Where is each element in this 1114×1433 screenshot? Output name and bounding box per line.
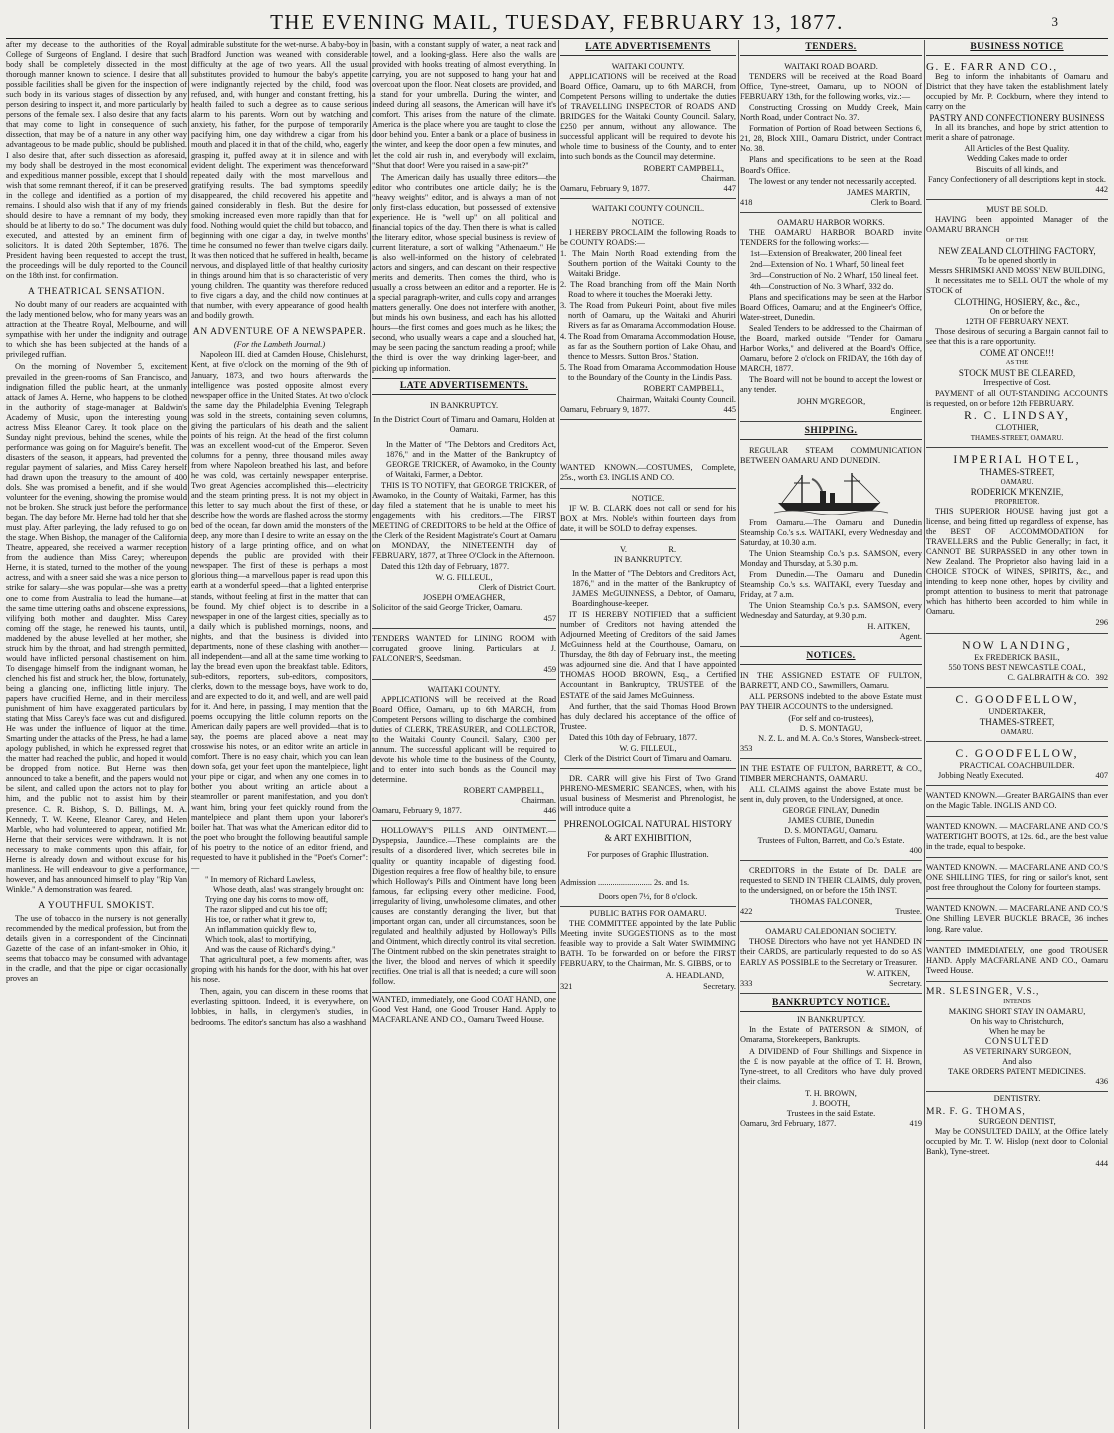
list-item: 2. The Road branching from off the Main North Road to where it touches the Moeraki Jetty. <box>560 279 736 300</box>
ad-footer <box>926 771 1108 781</box>
ad-role: Trustee. <box>895 907 922 917</box>
ad-title: OAMARU HARBOR WORKS. <box>777 217 885 227</box>
article-heading: A THEATRICAL SENSATION. <box>27 287 166 298</box>
advertisement <box>926 202 1108 448</box>
ad-text: Wedding Cakes made to order <box>966 154 1068 164</box>
advertisement <box>560 542 736 769</box>
ad-number: 444 <box>1095 1159 1108 1169</box>
ad-body: APPLICATIONS will be received at the Road Board Office, Oamaru, up to 6th MARCH, from Competent Persons willing to discharge the combined duties of CLERK, TREASURER, and COLLECTOR, to the Waitaki County Council. Salary, £300 per annum. The successful applicant will be required to devote his whole time to the business of the County, and to enter into such bonds as the Council may determine. <box>372 694 556 785</box>
ad-text: From Dunedin.—The Oamaru and Dunedin Steamship Co.'s s.s. WAITAKI, every Tuesday and Friday, at 7 a.m. <box>740 569 922 600</box>
poem-line: And was the cause of Richard's dying." <box>205 945 336 955</box>
ad-headline: C. GOODFELLOW, <box>955 747 1079 760</box>
ad-text: OAMARU. <box>1000 727 1034 736</box>
ad-signature: T. H. BROWN, <box>805 1089 857 1099</box>
article-continuation: admirable substitute for the wet-nurse. A baby-boy in Bradford Junction was weaned with considerable difficulty at the age of two years. All the usual substitutes provided to humour the baby's appetite were indignantly rejected by the child, food was refused, and, with hunger and constant fretting, his health failed to such a degree as to cause serious alarm to his parents. Worn out by watching and anxiety, his father, for the purpose of temporarily pacifying him, one day withdrew a cigar from his mouth and placed it in that of the child, who, eagerly grasping it, puffed away at it in silence and with evident delight. The experiment was thenceforward repeated daily with the most marvellous and gratifying results. The bad symptoms speedily disappeared, the child recovered his appetite and gained considerably in flesh. But the desire for smoking increased even more rapidly than that for food. Nothing would quiet the child but tobacco, and beginning with one cigar a day, in twelve months' time he consumed no fewer than twelve cigars daily. It was then noticed that he suffered in health, became nervous, and displayed little of that healthy curiosity in things around him that is so characteristic of very young children. The quantity was therefore reduced to five cigars a day, and the child now continues at that number, with every appearance of good health and bodily growth. <box>191 40 368 321</box>
ad-text: On his way to Christchurch, <box>970 1016 1064 1026</box>
advertisement <box>740 215 922 422</box>
ad-role: Trustees of Fulton, Barrett, and Co.'s Estate. <box>757 836 905 846</box>
ad-body: WANTED KNOWN. — MACFARLANE AND CO.'S ONE SHILLING TIES, for ring or sailor's knot, sent post free throughout the Colony for fourteen stamps. <box>926 863 1108 893</box>
advertisement <box>926 744 1108 786</box>
advertisement <box>372 823 556 993</box>
ad-text: In the Matter of "The Debtors and Creditors Act, 1876," and in the Matter of the Bankruptcy of GEORGE TRICKER, of Awamoko, in the County of Waitaki, Farmer, a Debtor. <box>386 439 556 479</box>
ad-number: 447 <box>723 183 736 193</box>
ad-number: 445 <box>723 404 736 414</box>
ad-role: Trustees in the said Estate. <box>786 1109 876 1119</box>
section-header: NOTICES. <box>740 649 922 665</box>
ad-title: IN BANKRUPTCY. <box>429 400 499 410</box>
page-number: 3 <box>1051 14 1058 29</box>
poem-line: Which took, alas! to mortifying, <box>205 935 312 945</box>
ad-body: THIS SUPERIOR HOUSE having just got a license, and being fitted up regardless of expense, has the BEST OF ACCOMMODATION for TRAVELLERS and the Public Generally; in fact, it CANNOT BE SURPASSED in any other town in New Zealand. The Proprietor also having laid in a CHOICE STOCK of WINES, SPIRITS, &c., and intending to keep none other, hopes by civility and prompt attention to business to merit that patronage which has hitherto been accorded to him while in Oamaru. <box>926 506 1108 617</box>
article-paragraph: The use of tobacco in the nursery is not generally recommended by the medical profession, but from the details given in a correspondent of the Cincinnati Gazette of the case of an infant-smoker in Ohio, it seems that tobacco may be consumed with advantage in the cradle, and that the pipe or cigar occasionally proves an <box>6 913 187 984</box>
list-item: 1st—Extension of Breakwater, 200 lineal feet <box>750 248 902 258</box>
ad-text: Biscuits of all kinds, and <box>975 164 1059 174</box>
article-paragraph: Napoleon III. died at Camden House, Chislehurst, Kent, at five o'clock on the morning of the 9th of January, 1873, and two hours afterwards the intelligence was posted opposite almost every newspaper office in the United States. At two o'clock the same day the Philadelphia Evening Telegraph was sold in the streets, containing seven columns, giving the particulars of his death and the salient points of his reign. At the head of the first column was an excellent wood-cut of the Emperor. Seven columns for a penny, three thousand miles away from where Napoleon breathed his last, and before he was cold, was certainly newspaper enterprise. Two great Agencies accomplished this—electricity and the steam printing press. It is not my object in this letter to say much about the first of these, or describe how the words are flashed across the stormy bed of the ocean, far down amid the monsters of the deep, any more than I desire to write an essay on the history of a large printing office, and on what depends the public are provided with their newspaper. The first of these is perhaps a most glorious thing—a marvellous paper is read upon this earth at a wonderful speed—that a lighted enterprise stands, without feeling at first in the matter that can be found. My chief object is to describe in a newspaper in one of the largest cities, specially as to a daily which is published mornings, noons, and nights, and that the business is divided into departments, none of these clashing with another—all independent—and all at the same time working to lay the bread even upon the breakfast table. Editors, sub-editors, reporters, sub-editors, compositors, clerks, down to the message boys, have work to do, and are expected to do it, and well, and are well paid for it. And here, in passing, I may mention that the poems occupying the little column reports on the American daily papers are well provided—that is to say, the poems are placed above a neat may crosswise his notes, or an editor write an article in comfort. There is no easy chair, which you can lean down sofa, get your feet upon the mantelpiece, light your pipe or cigar, and when any one comes in to bother you about writing an article about a steamroller or parent manifestation, and you don't want him, bring your feet quickly round from the mantelpiece and plant them upon your laborer's boiler hat. That was what the American editor did to the poet who brought the following beautiful sample of his poetry to the notice of an editor friend, and requested to have it published in the "Poet's Corner":— <box>191 350 368 872</box>
ad-text: In the Estate of PATERSON & SIMON, of Omarama, Storekeepers, Bankrupts. <box>740 1024 922 1044</box>
ad-body: CREDITORS in the Estate of Dr. DALE are requested to SEND IN THEIR CLAIMS, duly proven, to the undersigned, on or before the 15th INST. <box>740 866 922 896</box>
advertisement <box>740 59 922 213</box>
ad-text: OF THE <box>1005 236 1029 244</box>
list-item: 3. The Road from Pukeuri Point, about five miles north of Oamaru, up the Waitaki and Ahuriri Rivers as far as Omarama Accommodation House. <box>560 301 736 331</box>
ad-address: THAMES-STREET, <box>979 466 1055 477</box>
ad-text: Jobbing Neatly Executed. <box>938 771 1024 780</box>
section-header: BUSINESS NOTICE <box>926 40 1108 56</box>
ad-date: Oamaru, February 9, 1877. <box>560 404 650 414</box>
ad-body: ALL CLAIMS against the above Estate must be sent in, duly proven, to the Undersigned, at once. <box>740 784 922 804</box>
ad-body: ALL PERSONS indebted to the above Estate must PAY THEIR ACCOUNTS to the undersigned. <box>740 692 922 712</box>
ad-signature: W. G. FILLEUL, <box>619 743 677 753</box>
ad-number: 400 <box>909 846 922 856</box>
ad-body: WANTED KNOWN.—Greater BARGAINS than ever on the Magic Table. INGLIS AND CO. <box>926 791 1108 811</box>
ad-headline: G. E. FARR AND CO., <box>926 61 1058 74</box>
advertisement <box>560 491 736 540</box>
ad-body: DR. CARR will give his First of Two Grand PHRENO-MESMERIC SEANCES, when, with his usual business of Mesmerist and Phrenologist, he will introduce quite a <box>560 773 736 813</box>
ad-number: 419 <box>909 1119 922 1129</box>
ad-number: 407 <box>1095 771 1108 780</box>
advertisement <box>372 398 556 629</box>
ad-role: Clerk of the District Court of Timaru and Oamaru. <box>564 753 732 763</box>
advertisement <box>560 771 736 907</box>
advertisement <box>740 668 922 758</box>
advertisement <box>560 59 736 199</box>
ad-role: Secretary. <box>703 981 736 991</box>
ad-text: 12TH OF FEBRUARY NEXT. <box>965 317 1069 327</box>
ad-text: And also <box>1002 1057 1032 1067</box>
article-heading: AN ADVENTURE OF A NEWSPAPER. <box>192 327 367 338</box>
advertisement <box>740 924 922 993</box>
ad-text: MAKING SHORT STAY IN OAMARU, <box>948 1006 1086 1016</box>
ad-date-line <box>560 405 736 415</box>
ad-title: IN BANKRUPTCY. <box>613 554 683 564</box>
ad-title: WAITAKI COUNTY. <box>427 684 501 694</box>
ad-role: Chairman. <box>521 796 556 806</box>
ad-signature: W. AITKEN, <box>866 968 910 978</box>
section-header: TENDERS. <box>740 40 922 56</box>
ad-headline: STOCK MUST BE CLEARED, <box>958 368 1076 379</box>
ad-signature: JOSEPH O'MEAGHER, <box>422 593 506 603</box>
ad-footer <box>926 673 1108 683</box>
ad-headline: COME AT ONCE!!! <box>979 348 1055 359</box>
ad-signature: J. BOOTH, <box>811 1099 851 1109</box>
ad-subtitle: NOTICE. <box>631 217 665 227</box>
ad-body: WANTED IMMEDIATELY, one good TROUSER HAND. Apply MACFARLANE AND CO., Oamaru Tweed House. <box>926 945 1108 975</box>
ad-body: WANTED KNOWN. — MACFARLANE AND CO.'S WATERTIGHT BOOTS, at 12s. 6d., are the best value in the trade, equal to bespoke. <box>926 822 1108 852</box>
ad-body: And further, that the said Thomas Hood Brown has duly declared his acceptance of the office of Trustee. <box>560 701 736 731</box>
ad-role: Chairman. <box>701 173 736 183</box>
section-header: LATE ADVERTISEMENTS. <box>372 378 556 395</box>
ad-text: All Articles of the Best Quality. <box>964 144 1070 154</box>
ad-text: Those desirous of securing a Bargain cannot fail to see that this is a rare opportunity. <box>926 327 1108 347</box>
advertisement <box>372 631 556 680</box>
column-2 <box>191 40 368 1429</box>
newspaper-title: THE EVENING MAIL, TUESDAY, FEBRUARY 13, 1877. <box>270 10 844 34</box>
ad-body: Beg to inform the inhabitants of Oamaru and District that they have taken the establishment lately occupied by Mr. P. Cockburn, where they intend to carry on the <box>926 72 1108 112</box>
advertisement <box>926 59 1108 200</box>
ad-body: THE COMMITTEE appointed by the late Public Meeting invite SUGGESTIONS as to the most feasible way to provide a Salt Water SWIMMING BATH. To be forwarded on or before the FIRST FEBRUARY, to the Chairman, Mr. S. GIBBS, or to <box>560 919 736 969</box>
ad-signature: ROBERT CAMPBELL, <box>463 786 544 796</box>
list-item: 4th—Construction of No. 3 Wharf, 332 do. <box>750 281 894 291</box>
ad-text: (For self and co-trustees), <box>788 713 874 723</box>
ad-number: 457 <box>543 613 556 623</box>
column-4 <box>560 40 736 1429</box>
ad-body: May be CONSULTED DAILY, at the Office lately occupied by Mr. T. W. Hislop (next door to Colonial Bank), Tyne-street. <box>926 1127 1108 1157</box>
section-header: SHIPPING. <box>740 424 922 440</box>
ad-title: IN THE ESTATE OF FULTON, BARRETT, & CO., TIMBER MERCHANTS, OAMARU. <box>740 763 922 783</box>
ad-text: AS THE <box>1005 359 1029 367</box>
ad-date: Dated this 10th day of February, 1877. <box>569 732 698 742</box>
ad-body: TENDERS will be received at the Road Board Office, Tyne-street, Oamaru, up to NOON of FEBRUARY 13th, for the following works, viz.:— <box>740 72 922 102</box>
ad-text: The Board will not be bound to accept the lowest or any tender. <box>740 375 922 395</box>
section-header: BANKRUPTCY NOTICE. <box>740 996 922 1012</box>
ad-title: WAITAKI COUNTY COUNCIL. <box>591 203 705 213</box>
poem-line: An inflammation quickly flew to, <box>205 925 317 935</box>
advertisement <box>372 682 556 822</box>
ad-text: To be opened shortly in <box>977 255 1057 265</box>
ad-signature: W. G. FILLEUL, <box>435 573 493 583</box>
ad-number: 442 <box>1095 184 1108 194</box>
ad-number: 446 <box>543 806 556 816</box>
ad-body: IT IS HEREBY NOTIFIED that a sufficient number of Creditors not having attended the Adjourned Meeting of Creditors of the said James McGuinness held at the Courthouse, Oamaru, on Thursday, the 8th day of February inst., the meeting was adjourned sine die. And that I have appointed THOMAS HOOD BROWN, Esq., a Certified Accountant in Bankruptcy, TRUSTEE of the ESTATE of the said James McGuinness. <box>560 610 736 700</box>
ad-date: Oamaru, 3rd February, 1877. <box>740 1119 837 1129</box>
ad-text: Sealed Tenders to be addressed to the Chairman of the Board, marked outside "Tender for Oamaru Harbor Works," and delivered at the Board's Office, Oamaru, before 2 o'clock on FRIDAY, the 16th day of MARCH, 1877. <box>740 324 922 374</box>
list-item: 4. The Road from Omarama Accommodation House, as far as the Southern portion of Lake Ohau, and thence to Messrs. Sutton Bros.' Station. <box>560 332 736 362</box>
poem-line: The razor slipped and cut his toe off; <box>205 904 328 914</box>
article-paragraph: No doubt many of our readers are acquainted with the lady mentioned below, who for many years was an attraction at the Theatre Royal, Melbourne, and will sympathise with her under the indignity and outrage to which she has been subjected at the hands of a privileged ruffian. <box>6 300 187 360</box>
ad-title: REGULAR STEAM COMMUNICATION BETWEEN OAMARU AND DUNEDIN. <box>740 445 922 465</box>
ad-signature: D. S. MONTAGU, <box>799 723 863 733</box>
ad-text: Plans and specifications to be seen at the Road Board's Office. <box>740 155 922 175</box>
ad-number: 436 <box>1095 1077 1108 1087</box>
ad-signature: ROBERT CAMPBELL, <box>643 384 724 394</box>
column-divider <box>738 40 739 1429</box>
column-divider <box>558 40 559 1429</box>
ad-headline: C. GOODFELLOW, <box>955 693 1079 706</box>
ad-role: Chairman, Waitaki County Council. <box>616 394 736 404</box>
advertisement <box>926 819 1108 858</box>
ad-body: WANTED KNOWN.—COSTUMES, Complete, 25s., worth £3. INGLIS AND CO. <box>560 462 736 482</box>
ad-address: THAMES-STREET, OAMARU. <box>970 433 1064 442</box>
ad-text: In the Matter of "The Debtors and Creditors Act, 1876," and in the matter of the Bankruptcy of JAMES McGUINNESS, a Debtor, of Oamaru, Boardinghouse-keeper. <box>572 568 736 609</box>
poem-line: " In memory of Richard Lawless, <box>205 874 316 884</box>
list-item: 3rd—Construction of No. 2 Wharf, 150 lineal feet. <box>750 270 919 280</box>
ad-text: Constructing Crossing on Muddy Creek, Main North Road, under Contract No. 37. <box>740 103 922 123</box>
advertisement <box>926 860 1108 899</box>
ad-text: From Oamaru.—The Oamaru and Dunedin Steamship Co.'s s.s. WAITAKI, every Wednesday and Saturday, at 10.30 a.m. <box>740 517 922 547</box>
advertisement <box>740 443 922 648</box>
ad-headline: IMPERIAL HOTEL, <box>953 453 1081 466</box>
ad-text: The Union Steamship Co.'s p.s. SAMSON, every Wednesday and Saturday, at 9.30 p.m. <box>740 601 922 621</box>
list-item: 1. The Main North Road extending from the Southern portion of the Waitaki County to the Waitaki Bridge. <box>560 248 736 278</box>
ad-title: DENTISTRY. <box>993 1094 1041 1104</box>
ad-title: IN BANKRUPTCY. <box>796 1014 866 1024</box>
article-continuation: basin, with a constant supply of water, a neat rack and towel, and a looking-glass. Here also the walls are provided with hooks treating of almost everything. In carrying, you are not supposed to hang your hat and overcoat upon the floor. Neat closets are provided, and a stand for your umbrella. During the winter, and indeed during all seasons, the American will have it's comfort. This arises from the nature of the climate. America is the place where you are taught to close the door behind you. Enter a bank or a place of business in the winter, and keep the door open a few minutes, and let the cold air rush in, and everybody will exclaim, "Shut that door! Were you raised in a saw-pit?" <box>372 40 556 170</box>
ad-role: Clerk of District Court. <box>478 583 556 593</box>
ad-text: AS VETERINARY SURGEON, <box>962 1046 1072 1056</box>
ad-title: WAITAKI COUNTY. <box>611 62 685 72</box>
column-3 <box>372 40 556 1429</box>
ad-role: CLOTHIER, <box>995 422 1039 432</box>
trustee-name: JAMES CUBIE, Dunedin <box>788 815 874 825</box>
column-divider <box>370 40 371 1429</box>
ad-headline: MR. F. G. THOMAS, <box>926 1107 1026 1118</box>
ad-number: 333 <box>740 978 753 988</box>
list-item: 2nd—Extension of No. 1 Wharf, 50 lineal feet <box>750 259 904 269</box>
ad-footer <box>560 982 736 992</box>
advertisement <box>560 909 736 991</box>
article-paragraph: On the morning of November 5, excitement prevailed in the green-rooms of San Francisco, and indignation filled the public heart, at the unmanly attack of James A. Herne, who happens to be clothed in the authority of stage-manager at Baldwin's Academy of Music, upon the interesting young actress Miss Eleanor Carey. It took place on the Sunday night previous, behind the scenes, while the performance was going on for Maguire's benefit. The disasters of the season, it appears, had prevented the regular payment of salaries, and Miss Carey herself had drawn upon the treasury to the amount of 400 dols. She was promised a benefit, and if she would volunteer for the evening, showing the promise would not be broken. She struck just before the performance began. The day before Mr. Herne had told her that she must play. After parleying, the lady refused to go on the stage. When Bishop, the manager of the California Theatre, appeared, she received a warmer reception from the audience than Miss Carey; whereupon Herne, it is stated, turned to the mother of the young actress, and with a sneer said she was a nice person to strike for salary—she was popular—she was a pretty one to come from Australia to lead the humane—at the same time uttering oaths and obscene expressions, vilifying both mother and daughter. Miss Carey coming off the stage, he renewed his taunts, until, maddened by the abuse levelled at her mother, she struck him by the throat, and had strength permitted, would have inflicted personal chastisement on him. To disengage himself from the indignant woman, he clenched his fist and struck her, the blow, fortunately, being a glancing one, inflicting little injury. The papers have crucified Herne, and in their merciless punishment of him have exaggerated particulars by stating that Miss Carey's face was cut and disfigured. He was under the influence of liquor at the time. Smarting under the attacks of the Press, he had a lame apology published, in which he expressed regret that the matter had reached the public, and hoped it would be dropped from notice. But Herne was then announced to take a benefit, and the papers would not be silent, and called upon the actors not to play for him, and the public not to assist him by their presence. C. R. Bishop, S. D. Billings, M. A. Kennedy, T. W. Keene, Eleanor Carey, and Helen Marble, who had volunteered to appear, notified Mr. Herne that their services were withdrawn. It is not necessary to make comments upon this affair, for Herne is already down and without excuse for his manliness. He will endeavour to give a performance, however, and has announced himself to play "Rip Van Winkle." A demonstration was feared. <box>6 362 187 894</box>
ad-text: Formation of Portion of Road between Sections 6, 21, 28, Block XIII., Oamaru District, under Contract No. 38. <box>740 124 922 154</box>
ad-number: 353 <box>740 743 753 753</box>
ad-title: WAITAKI ROAD BOARD. <box>784 62 878 72</box>
ad-headline: PASTRY AND CONFECTIONERY BUSINESS <box>929 113 1105 124</box>
ad-date-line <box>560 184 736 194</box>
ad-body: IF W. B. CLARK does not call or send for his BOX at Mrs. Noble's within fourteen days from date, it will be SOLD to defray expenses. <box>560 503 736 533</box>
ad-role: Secretary. <box>889 978 922 988</box>
column-6 <box>926 40 1108 1429</box>
ad-text: Ex FREDERICK BASIL, <box>974 652 1060 662</box>
ad-headline: NOW LANDING, <box>962 639 1072 652</box>
column-5 <box>740 40 922 1429</box>
ad-text: The lowest or any tender not necessarily accepted. <box>749 176 917 186</box>
article-heading: A YOUTHFUL SMOKIST. <box>38 900 155 911</box>
advertisement <box>926 984 1108 1092</box>
ad-role: UNDERTAKER, <box>988 706 1046 716</box>
ad-footer <box>740 979 922 989</box>
ad-title: NOTICE. <box>631 493 665 503</box>
column-divider <box>188 40 189 1429</box>
ad-text: OAMARU. <box>1000 477 1034 486</box>
ad-date: Oamaru, February 9, 1877. <box>560 183 650 193</box>
ad-body: THIS IS TO NOTIFY, that GEORGE TRICKER, of Awamoko, in the County of Waitaki, Farmer, has this day filed a statement that he is unable to meet his engagements with his creditors.—The FIRST MEETING of CREDITORS to be held at the Office of the Clerk of the Resident Magistrate's Court at Oamaru on MONDAY, the NINETEENTH day of FEBRUARY, 1877, at Three O'Clock in the Afternoon. <box>372 480 556 561</box>
ad-signature: JOHN M'GREGOR, <box>796 396 866 406</box>
ad-number: 321 <box>560 981 573 991</box>
steamship-illustration <box>772 469 890 515</box>
ad-body: WANTED KNOWN. — MACFARLANE AND CO.'S One Shilling LEVER BUCKLE BRACE, 36 inches long. Rare value. <box>926 904 1108 934</box>
ad-body: HAVING been appointed Manager of the OAMARU BRANCH <box>926 214 1108 234</box>
advertisement <box>926 788 1108 817</box>
advertisement <box>740 863 922 922</box>
ad-signature: C. GALBRAITH & CO. <box>1007 672 1090 682</box>
ad-headline: NEW ZEALAND CLOTHING FACTORY, <box>938 245 1096 256</box>
poem <box>205 875 368 955</box>
advertisement <box>740 761 922 861</box>
ad-signature: R. C. LINDSAY, <box>964 409 1070 422</box>
ad-text: TAKE ORDERS PATENT MEDICINES. <box>948 1067 1086 1077</box>
ad-text: In the District Court of Timaru and Oamaru, Holden at Oamaru. <box>373 414 555 434</box>
ad-text: Fancy Confectionery of all descriptions kept in stock. <box>928 174 1106 184</box>
trustee-name: GEORGE FINLAY, Dunedin <box>782 805 880 815</box>
masthead <box>0 0 1114 40</box>
ad-text: Messrs SHRIMSKI AND MOSS' NEW BUILDING, <box>928 265 1106 275</box>
article-paragraph: The American daily has usually three editors—the editor who contributes one article daily; he is the "heavy weights" editor, and is always a man of not only first-class education, but possessed of extensive experience. He is "well up" on all political and financial topics of the day. Then there is what is called the literary editor, whose special business is review of current literature, a sort of walking "Athenaeum." He is also well-informed on the history of celebrated actors and singers, and can descant on their respective merits and demerits. Then comes the third, who is usually a cross between an editor and a reporter. He is a special paragraph-writer, and culls copy and arranges matters generally. One does not interfere with another, but minds his own business, and each has his allotted hours—the first comes and goes much as he likes; the second, who usually wears a cape and a slouched hat, may be seen pacing the sanctum reading a proof; while the third is over the way drinking lager-beer, and picking up information. <box>372 172 556 373</box>
advertisement <box>926 450 1108 634</box>
ad-signature: JAMES MARTIN, <box>847 187 910 197</box>
article-continuation: after my decease to the authorities of the Royal College of Surgeons of England. I desire that such body shall be completely dissected in the most thorough manner known to science. I desire that all possible facilities shall be given for the inspection of such body in its various stages of dissection by any person desiring to inspect it, and more particularly by persons of the female sex. I also desire that any facts that may come to light in consequence of such dissection, that may be of a nature in any other way advantageous to be made public, should be published. I also desire that, after such dissection as aforesaid, my body shall be destroyed in the most economical and expeditious manner possible, except that I should wish that some remnant thereof, if it can be preserved in the college and identified as a portion of my remains. I should also wish that if any of my friends should desire to have a remnant of my body, they should be at liberty to do so." The document was duly executed, and attested by an eminent firm of solicitors. It is dated 20th September, 1876. The President having been requested to accept the trust, the proceedings will be duly reported to the Council on the 18th inst. for confirmation. <box>6 40 187 281</box>
ad-signature: ROBERT CAMPBELL, <box>643 163 724 173</box>
ad-title: OAMARU CALEDONIAN SOCIETY. <box>765 927 897 937</box>
trustee-name: D. S. MONTAGU, Oamaru. <box>784 826 878 835</box>
poem-line: His toe, or rather what it grew to, <box>205 915 316 925</box>
ad-body: I HEREBY PROCLAIM the following Roads to be COUNTY ROADS:— <box>560 227 736 247</box>
ad-signature: H. AITKEN, <box>867 622 910 632</box>
column-divider <box>924 40 925 1429</box>
ad-date-line <box>372 806 556 816</box>
poem-line: Trying one day his corns to mow off, <box>205 894 329 904</box>
ad-body: APPLICATIONS will be received at the Road Board Office, Oamaru, up to 6th MARCH, from Competent Persons willing to undertake the duties of TRAVELLING INSPECTOR of ROADS AND BRIDGES for the Waitaki County Council. Salary, £250 per annum, without any allowance. The successful applicant will be required to devote his whole time to business of the County, and to enter into such bonds as the Council may determine. <box>560 72 736 162</box>
ad-number: 296 <box>1095 618 1108 628</box>
ad-number: 459 <box>543 664 556 674</box>
ad-role: Solicitor of the said George Tricker, Oamaru. <box>372 603 523 613</box>
article-paragraph: Then, again, you can discern in these rooms that everlasting spittoon. Indeed, it is everywhere, on lobbies, in halls, in clergymen's studies, in bedrooms. The editor's sanctum has also a washhand <box>191 987 368 1027</box>
ad-signature: RODERICK M'KENZIE, <box>970 486 1064 497</box>
advertisement <box>560 460 736 489</box>
ad-text: Irrespective of Cost. <box>983 378 1051 388</box>
ad-title: MUST BE SOLD. <box>986 204 1048 214</box>
ad-date-line <box>740 1119 922 1129</box>
ad-text: PAYMENT of all OUT-STANDING ACCOUNTS is requested, on or before 12th FEBRUARY. <box>926 388 1108 408</box>
advertisement <box>926 1094 1108 1169</box>
advertisement <box>926 636 1108 688</box>
advertisement <box>740 1015 922 1130</box>
ad-text: 550 TONS BEST NEWCASTLE COAL, <box>948 662 1086 672</box>
ad-address: THAMES-STREET, <box>979 716 1055 727</box>
ad-signature: THOMAS FALCONER, <box>789 897 873 907</box>
ad-number: 418 <box>740 197 753 207</box>
ad-headline: CLOTHING, HOSIERY, &c., &c., <box>954 297 1080 308</box>
ad-headline: CONSULTED <box>984 1036 1050 1047</box>
ad-role: PROPRIETOR. <box>994 497 1040 506</box>
ad-title: PUBLIC BATHS FOR OAMARU. <box>589 909 707 919</box>
advertisement <box>926 943 1108 982</box>
ad-date: Oamaru, February 9, 1877. <box>372 806 462 816</box>
ad-text: It necessitates me to SELL OUT the whole of my STOCK of <box>926 275 1108 296</box>
ad-body: THE OAMARU HARBOR BOARD invite TENDERS for the following works:— <box>740 227 922 247</box>
masthead-rule <box>6 38 1108 39</box>
ad-body: HOLLOWAY'S PILLS AND OINTMENT.—Dyspepsia, Jaundice.—These complaints are the results of a disordered liver, which secretes bile in quality or quantity incapable of digesting food. Digestion requires a free flow of healthy bile, to ensure which Holloway's Pills and Ointment have long been famous, far eclipsing every other medicine. Food, irregularity of living, unwholesome climates, and other causes are constantly deranging the liver, but that important organ can, under all circumstances, soon be regulated and healthily adjusted by Holloway's Pills and Ointment, which directly control its vital secretion. The Ointment rubbed on the skin penetrates straight to the liver, the blood and nerves of which it speedily rectifies. One trial is all that is needed; a cure will soon follow. <box>372 826 556 987</box>
ad-title: IN THE ASSIGNED ESTATE OF FULTON, BARRETT, AND CO., Sawmillers, Oamaru. <box>740 671 922 691</box>
ad-body: TENDERS WANTED for LINING ROOM with corrugated groove lining. Particulars at J. FALCONER'S, Seedsman. <box>372 633 556 663</box>
ad-number: 392 <box>1095 672 1108 682</box>
ad-headline: PHRENOLOGICAL NATURAL HISTORY & ART EXHIBITION, <box>563 820 733 845</box>
poem-line: Whose death, alas! was strangely brought on: <box>213 884 364 894</box>
ad-text: Doors open 7½, for 8 o'clock. <box>598 892 698 902</box>
ad-role: PRACTICAL COACHBUILDER. <box>959 760 1075 770</box>
section-header: LATE ADVERTISEMENTS <box>560 40 736 56</box>
ad-role: Engineer. <box>890 406 922 416</box>
ad-role: SURGEON DENTIST, <box>978 1117 1056 1127</box>
ad-text: Plans and specifications may be seen at the Harbor Board Offices, Oamaru; and at the Engineer's Office, Water-street, Dunedin. <box>740 293 922 323</box>
ad-text: In all its branches, and hope by strict attention to merit a share of patronage. <box>926 123 1108 143</box>
article-paragraph: That agricultural poet, a few moments after, was groping with his hands for the door, with his hat over his nose. <box>191 955 368 985</box>
ad-number: 422 <box>740 907 753 917</box>
ad-text: On or before the <box>989 307 1045 317</box>
ad-body: WANTED, immediately, one Good COAT HAND, one Good Vest Hand, one Good Trouser Hand. Apply to MACFARLANE AND CO., Oamaru Tweed House. <box>372 995 556 1025</box>
royal-cypher: V. R. <box>619 544 677 554</box>
ad-role: Agent. <box>899 632 922 642</box>
ad-body: THOSE Directors who have not yet HANDED IN their CARDS, are particularly requested to do so AS EARLY AS POSSIBLE to the Secretary or Treasurer. <box>740 937 922 967</box>
ad-footer <box>740 198 922 208</box>
ad-text: For purposes of Graphic Illustration. <box>587 850 709 860</box>
ad-body: A DIVIDEND of Four Shillings and Sixpence in the £ is now payable at the office of T. H. Brown, Tyne-street, to all Creditors who have duly proved their claims. <box>740 1046 922 1086</box>
ad-role: Clerk to Board. <box>870 197 922 207</box>
column-1 <box>6 40 187 1429</box>
advertisement <box>926 690 1108 742</box>
ad-text: When he may be <box>989 1026 1045 1036</box>
ad-footer <box>740 907 922 917</box>
ad-date: Dated this 12th day of February, 1877. <box>381 562 510 572</box>
ad-headline: MR. SLESINGER, V.S., <box>926 986 1040 997</box>
ad-text: Admission .......................... 2s. and 1s. <box>560 878 690 888</box>
advertisement <box>926 901 1108 940</box>
advertisement <box>560 201 736 420</box>
ad-signature: A. HEADLAND, <box>665 971 724 981</box>
list-item: 5. The Road from Omarama Accommodation House to the Boundary of the County in the Lindis Pass. <box>560 363 736 383</box>
ad-text: INTENDS <box>1003 997 1031 1005</box>
ad-text: The Union Steamship Co.'s p.s. SAMSON, every Monday and Thursday, at 5.30 p.m. <box>740 548 922 568</box>
article-subheading: (For the Lambeth Journal.) <box>233 340 326 350</box>
ad-role: N. Z. L. and M. A. Co.'s Stores, Wansbeck-street. <box>758 733 922 743</box>
